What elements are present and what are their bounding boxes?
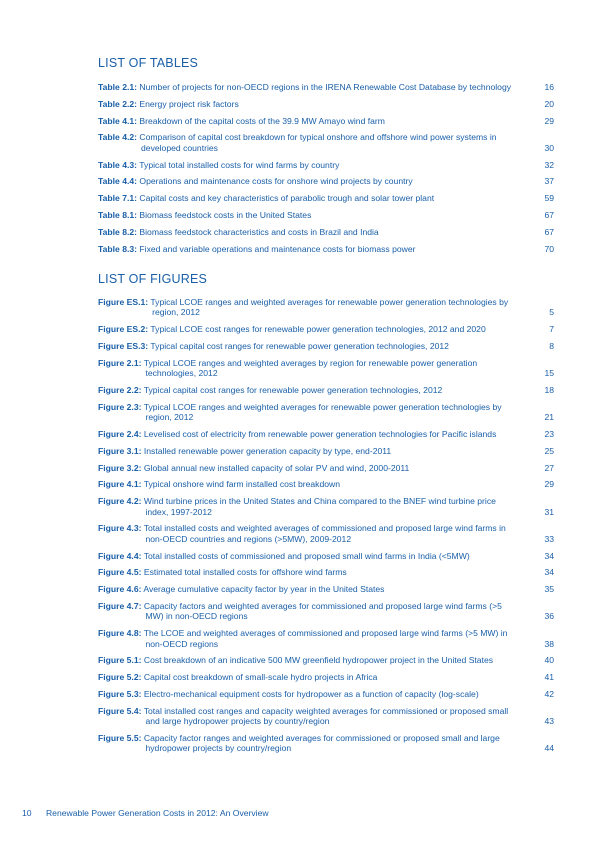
entry-label: Table 8.1: (98, 209, 138, 220)
entry-title: Global annual new installed capacity of solar PV and wind, 2000-2011 (143, 462, 410, 473)
entry-label: Table 4.1: (98, 115, 138, 126)
entry-title: Capital costs and key characteristics of parabolic trough and solar tower plant (139, 193, 435, 204)
entry-page-number: 16 (544, 82, 554, 92)
entry-label: Figure 4.3: (98, 523, 142, 534)
table-entry[interactable] (98, 160, 554, 170)
figure-entry[interactable] (98, 297, 554, 318)
entry-page-number: 42 (544, 688, 554, 699)
entry-page-number: 70 (544, 243, 554, 254)
entry-page-number: 15 (544, 368, 554, 379)
figure-entry[interactable] (98, 689, 554, 699)
entry-page-number: 31 (544, 506, 554, 517)
figure-entry[interactable] (98, 601, 554, 622)
page-number: 10 (22, 808, 32, 818)
table-entry[interactable] (98, 193, 554, 203)
entry-page-number: 40 (544, 655, 554, 666)
footer-doc-title: Renewable Power Generation Costs in 2012: (45, 808, 218, 818)
figure-entry[interactable] (98, 551, 554, 561)
entry-page-number: 32 (544, 159, 554, 170)
entry-title: Comparison of capital cost breakdown for typical onshore and offshore wind power systems in developed countries (139, 132, 497, 153)
entry-page-number: 29 (544, 479, 554, 490)
entry-page-number: 33 (544, 533, 554, 544)
figure-entry[interactable] (98, 358, 554, 379)
entry-page-number: 44 (544, 743, 554, 754)
entry-title: Biomass feedstock costs in the United States (139, 209, 312, 220)
entry-page-number: 27 (544, 462, 554, 473)
entry-page-number: 30 (544, 142, 554, 153)
entry-page-number: 21 (544, 412, 554, 423)
entry-label: Figure 4.1: (98, 479, 142, 490)
entry-title: Number of projects for non-OECD regions in the IRENA Renewable Cost Database by technology (139, 82, 512, 92)
table-entry[interactable] (98, 82, 554, 92)
figure-entry[interactable] (98, 706, 554, 727)
figure-entry[interactable] (98, 584, 554, 594)
figure-entry[interactable] (98, 429, 554, 439)
figure-entry[interactable] (98, 341, 554, 351)
entry-title: Average cumulative capacity factor by year in the United States (143, 584, 385, 595)
entry-label: Table 8.2: (98, 226, 138, 237)
figure-entry[interactable] (98, 523, 554, 544)
entry-label: Figure 4.4: (98, 550, 142, 561)
entry-title: Estimated total installed costs for offshore wind farms (143, 567, 347, 578)
entry-title: Typical onshore wind farm installed cost breakdown (143, 479, 341, 490)
entry-label: Figure 3.2: (98, 462, 142, 473)
figure-entry[interactable] (98, 479, 554, 489)
entry-label: Figure ES.2: (98, 324, 149, 335)
table-entry[interactable] (98, 227, 554, 237)
entry-page-number: 37 (544, 176, 554, 187)
entry-title: Wind turbine prices in the United States and China compared to the BNEF wind turbine price index, 1997-2012 (143, 496, 496, 517)
list-of-figures-heading: LIST OF FIGURES (98, 272, 208, 286)
entry-label: Figure 2.3: (98, 401, 142, 412)
figure-entry[interactable] (98, 567, 554, 577)
entry-title: Fixed and variable operations and maintenance costs for biomass power (139, 243, 416, 254)
entry-title: Capacity factors and weighted averages for commissioned and proposed large wind farms (>5 MW) in non-OECD regions (143, 600, 502, 622)
entry-label: Figure 2.2: (98, 385, 142, 395)
entry-title: The LCOE and weighted averages of commissioned and proposed large wind farms (>5 MW) in non-OECD regions (143, 628, 508, 649)
entry-page-number: 59 (544, 193, 554, 204)
page-footer (22, 808, 269, 818)
entry-label: Figure 4.7: (98, 600, 142, 611)
entry-page-number: 67 (544, 209, 554, 220)
table-entry[interactable] (98, 210, 554, 220)
entry-label: Figure 5.3: (98, 688, 142, 699)
table-entry[interactable] (98, 99, 554, 109)
entry-label: Figure 2.4: (98, 429, 142, 439)
entry-title: Typical capital cost ranges for renewable power generation technologies, 2012 (143, 385, 443, 395)
figure-entry[interactable] (98, 385, 554, 395)
entry-title: Biomass feedstock characteristics and costs in Brazil and India (139, 226, 379, 237)
entry-title: Total installed costs of commissioned and proposed small wind farms in India (<5MW) (143, 550, 470, 561)
entry-label: Table 7.1: (98, 193, 138, 204)
entry-label: Figure ES.3: (98, 341, 149, 351)
entry-label: Table 2.1: (98, 82, 138, 92)
entry-page-number: 43 (544, 716, 554, 727)
entry-page-number: 41 (544, 672, 554, 683)
figure-entry[interactable] (98, 496, 554, 517)
entry-label: Figure 5.5: (98, 732, 142, 743)
entry-label: Figure 4.5: (98, 567, 142, 578)
entry-title: Typical LCOE ranges and weighted averages by region for renewable power generation technologies, 2012 (143, 357, 478, 379)
list-of-figures (98, 297, 554, 760)
figure-entry[interactable] (98, 446, 554, 456)
entry-title: Typical LCOE ranges and weighted averages for renewable power generation technologies by region, 2012 (143, 401, 502, 423)
entry-page-number: 5 (549, 307, 554, 318)
entry-label: Table 8.3: (98, 243, 138, 254)
entry-label: Table 4.3: (98, 159, 138, 170)
footer-doc-subtitle: An Overview (219, 808, 269, 818)
table-entry[interactable] (98, 132, 554, 153)
entry-label: Figure 5.2: (98, 672, 142, 683)
entry-page-number: 34 (544, 550, 554, 561)
entry-title: Capital cost breakdown of small-scale hydro projects in Africa (143, 672, 378, 683)
entry-title: Cost breakdown of an indicative 500 MW greenfield hydropower project in the United States (143, 655, 494, 666)
entry-title: Breakdown of the capital costs of the 39.9 MW Amayo wind farm (139, 115, 385, 126)
entry-label: Figure 4.2: (98, 496, 142, 507)
entry-page-number: 67 (544, 226, 554, 237)
list-of-tables (98, 82, 554, 260)
figure-entry[interactable] (98, 655, 554, 665)
figure-entry[interactable] (98, 402, 554, 423)
figure-entry[interactable] (98, 324, 554, 334)
entry-page-number: 29 (544, 115, 554, 126)
entry-title: Operations and maintenance costs for onshore wind projects by country (139, 176, 413, 187)
entry-page-number: 25 (544, 445, 554, 456)
entry-page-number: 23 (544, 429, 554, 439)
entry-title: Typical LCOE ranges and weighted averages for renewable power generation technologies by region, 2012 (150, 297, 509, 318)
entry-label: Table 2.2: (98, 98, 138, 109)
entry-label: Figure 4.8: (98, 628, 142, 639)
table-entry[interactable] (98, 116, 554, 126)
entry-title: Capacity factor ranges and weighted averages for commissioned or proposed small and large hydropower projects by country/region (143, 732, 500, 754)
entry-page-number: 7 (549, 324, 554, 335)
entry-page-number: 35 (544, 584, 554, 595)
entry-title: Total installed cost ranges and capacity weighted averages for commissioned or proposed small and large hydropower projects by country/region (143, 705, 509, 727)
entry-title: Total installed costs and weighted averages of commissioned and proposed large wind farms in non-OECD countries and regions (>5MW), 2009-2012 (143, 523, 506, 544)
entry-label: Figure 5.1: (98, 655, 142, 666)
entry-title: Installed renewable power generation capacity by type, end-2011 (143, 445, 392, 456)
entry-page-number: 18 (544, 385, 554, 395)
entry-label: Figure 4.6: (98, 584, 142, 595)
entry-label: Table 4.4: (98, 176, 138, 187)
entry-title: Typical capital cost ranges for renewable power generation technologies, 2012 (150, 341, 449, 351)
entry-page-number: 38 (544, 638, 554, 649)
entry-label: Figure 5.4: (98, 705, 142, 716)
entry-title: Levelised cost of electricity from renewable power generation technologies for Pacific islands (143, 429, 497, 439)
figure-entry[interactable] (98, 628, 554, 649)
entry-label: Figure 2.1: (98, 357, 142, 368)
figure-entry[interactable] (98, 733, 554, 754)
entry-title: Energy project risk factors (139, 98, 239, 109)
entry-title: Typical LCOE cost ranges for renewable power generation technologies, 2012 and 2020 (150, 324, 486, 335)
figure-entry[interactable] (98, 463, 554, 473)
list-of-tables-heading: LIST OF TABLES (98, 56, 199, 70)
entry-page-number: 36 (544, 611, 554, 622)
table-entry[interactable] (98, 244, 554, 254)
entry-page-number: 34 (544, 567, 554, 578)
entry-label: Figure 3.1: (98, 445, 142, 456)
entry-title: Electro-mechanical equipment costs for hydropower as a function of capacity (log-scale) (143, 688, 479, 699)
entry-page-number: 8 (549, 341, 554, 351)
table-entry[interactable] (98, 176, 554, 186)
entry-label: Table 4.2: (98, 132, 138, 143)
entry-title: Typical total installed costs for wind farms by country (139, 159, 340, 170)
entry-label: Figure ES.1: (98, 297, 149, 307)
entry-page-number: 20 (544, 98, 554, 109)
figure-entry[interactable] (98, 672, 554, 682)
